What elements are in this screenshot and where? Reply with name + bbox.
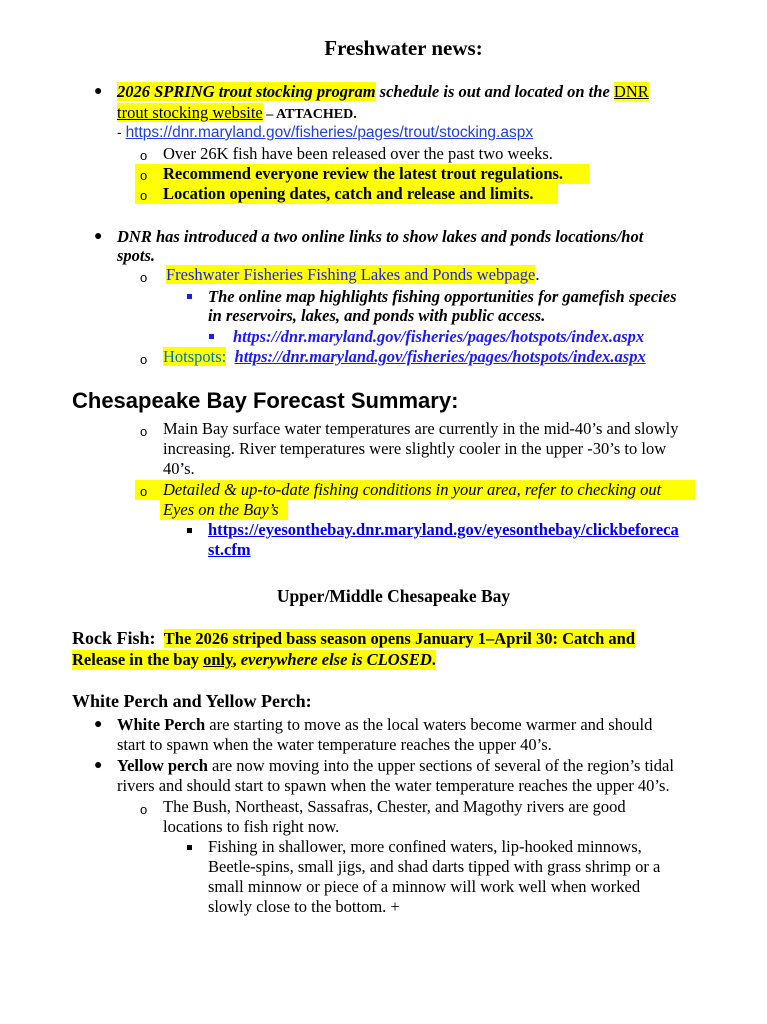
forecast-detail-line1: Detailed & up-to-date fishing conditions in your area, refer to checking out [163,480,662,499]
white-perch-line1: White Perch are starting to move as the local waters become warmer and should [117,715,653,734]
lakes-ponds-webpage-link[interactable]: Freshwater Fisheries Fishing Lakes and Ponds webpage [166,265,536,284]
square-bullet-icon [187,845,192,850]
tips-line2: Beetle-spins, small jigs, and shad darts tipped with grass shrimp or a [208,857,661,876]
hotspots-map-url[interactable]: https://dnr.maryland.gov/fisheries/pages/hotspots/index.aspx [233,327,645,346]
forecast-temp-line1: Main Bay surface water temperatures are currently in the mid-40’s and slowly [163,419,679,438]
bullet-disc-icon: ● [94,717,103,732]
forecast-detail-line2: Eyes on the Bay’s [163,500,279,519]
circle-bullet-icon: o [140,270,148,285]
forecast-temp-line2: increasing. River temperatures were slightly cooler in the upper -30’s to low [163,439,667,458]
sub-item-fish-released: Over 26K fish have been released over the past two weeks. [163,144,553,163]
perch-heading: White Perch and Yellow Perch: [72,691,312,711]
tips-line3: small minnow or piece of a minnow will work well when worked [208,877,641,896]
trout-stocking-url[interactable]: https://dnr.maryland.gov/fisheries/pages/trout/stocking.aspx [125,124,534,141]
eyes-on-bay-url-line2[interactable]: st.cfm [208,540,251,559]
trout-program-highlight: 2026 SPRING trout stocking program [117,82,376,101]
trout-stocking-website-link[interactable]: trout stocking website [117,103,263,122]
online-map-line1: The online map highlights fishing opportunities for gamefish species [208,287,677,306]
square-bullet-icon [209,334,214,339]
freshwater-heading: Freshwater news: [324,36,483,60]
online-map-line2: in reservoirs, lakes, and ponds with public access. [208,306,546,325]
dnr-link-part1[interactable]: DNR [613,82,649,101]
trout-program-line: 2026 SPRING trout stocking program schedule is out and located on the DNR [117,82,649,101]
rockfish-season-line2: Release in the bay only, everywhere else is CLOSED. [72,650,436,669]
forecast-temp-line3: 40’s. [163,459,195,478]
rockfish-label: Rock Fish: [72,628,156,648]
circle-bullet-icon: o [140,484,148,499]
circle-bullet-icon: o [140,168,148,183]
tips-line4: slowly close to the bottom. + [208,897,400,916]
bullet-disc-icon: ● [94,84,103,99]
rivers-line1: The Bush, Northeast, Sassafras, Chester, and Magothy rivers are good [163,797,626,816]
yellow-perch-line2: rivers and should start to spawn when the water temperature reaches the upper 40’s. [117,776,670,795]
circle-bullet-icon: o [140,352,148,367]
rivers-line2: locations to fish right now. [163,817,340,836]
square-bullet-icon [187,528,192,533]
circle-bullet-icon: o [140,802,148,817]
white-perch-line2: start to spawn when the water temperature reaches the upper 40’s. [117,735,552,754]
online-links-line2: spots. [117,246,156,265]
bullet-disc-icon: ● [94,758,103,773]
circle-bullet-icon: o [140,188,148,203]
sub-item-location-dates: Location opening dates, catch and release and limits. [163,184,534,203]
rockfish-season-line1: The 2026 striped bass season opens January 1–April 30: Catch and [163,629,635,648]
upper-middle-heading: Upper/Middle Chesapeake Bay [276,586,511,606]
circle-bullet-icon: o [140,148,148,163]
bullet-disc-icon: ● [94,229,103,244]
tips-line1: Fishing in shallower, more confined waters, lip-hooked minnows, [208,837,642,856]
hotspots-url[interactable]: https://dnr.maryland.gov/fisheries/pages/hotspots/index.aspx [234,347,646,366]
yellow-perch-line1: Yellow perch are now moving into the upper sections of several of the region’s tidal [117,756,674,775]
online-links-line1: DNR has introduced a two online links to show lakes and ponds locations/hot [117,227,644,246]
sub-item-review-regulations: Recommend everyone review the latest trout regulations. [163,164,564,183]
attached-label: – ATTACHED. [262,107,357,122]
hotspots-label: Hotspots: [163,347,227,366]
forecast-heading: Chesapeake Bay Forecast Summary: [72,388,459,413]
eyes-on-bay-url-line1[interactable]: https://eyesonthebay.dnr.maryland.gov/eyesonthebay/clickbeforeca [208,520,679,539]
square-bullet-icon [187,294,192,299]
circle-bullet-icon: o [140,424,148,439]
